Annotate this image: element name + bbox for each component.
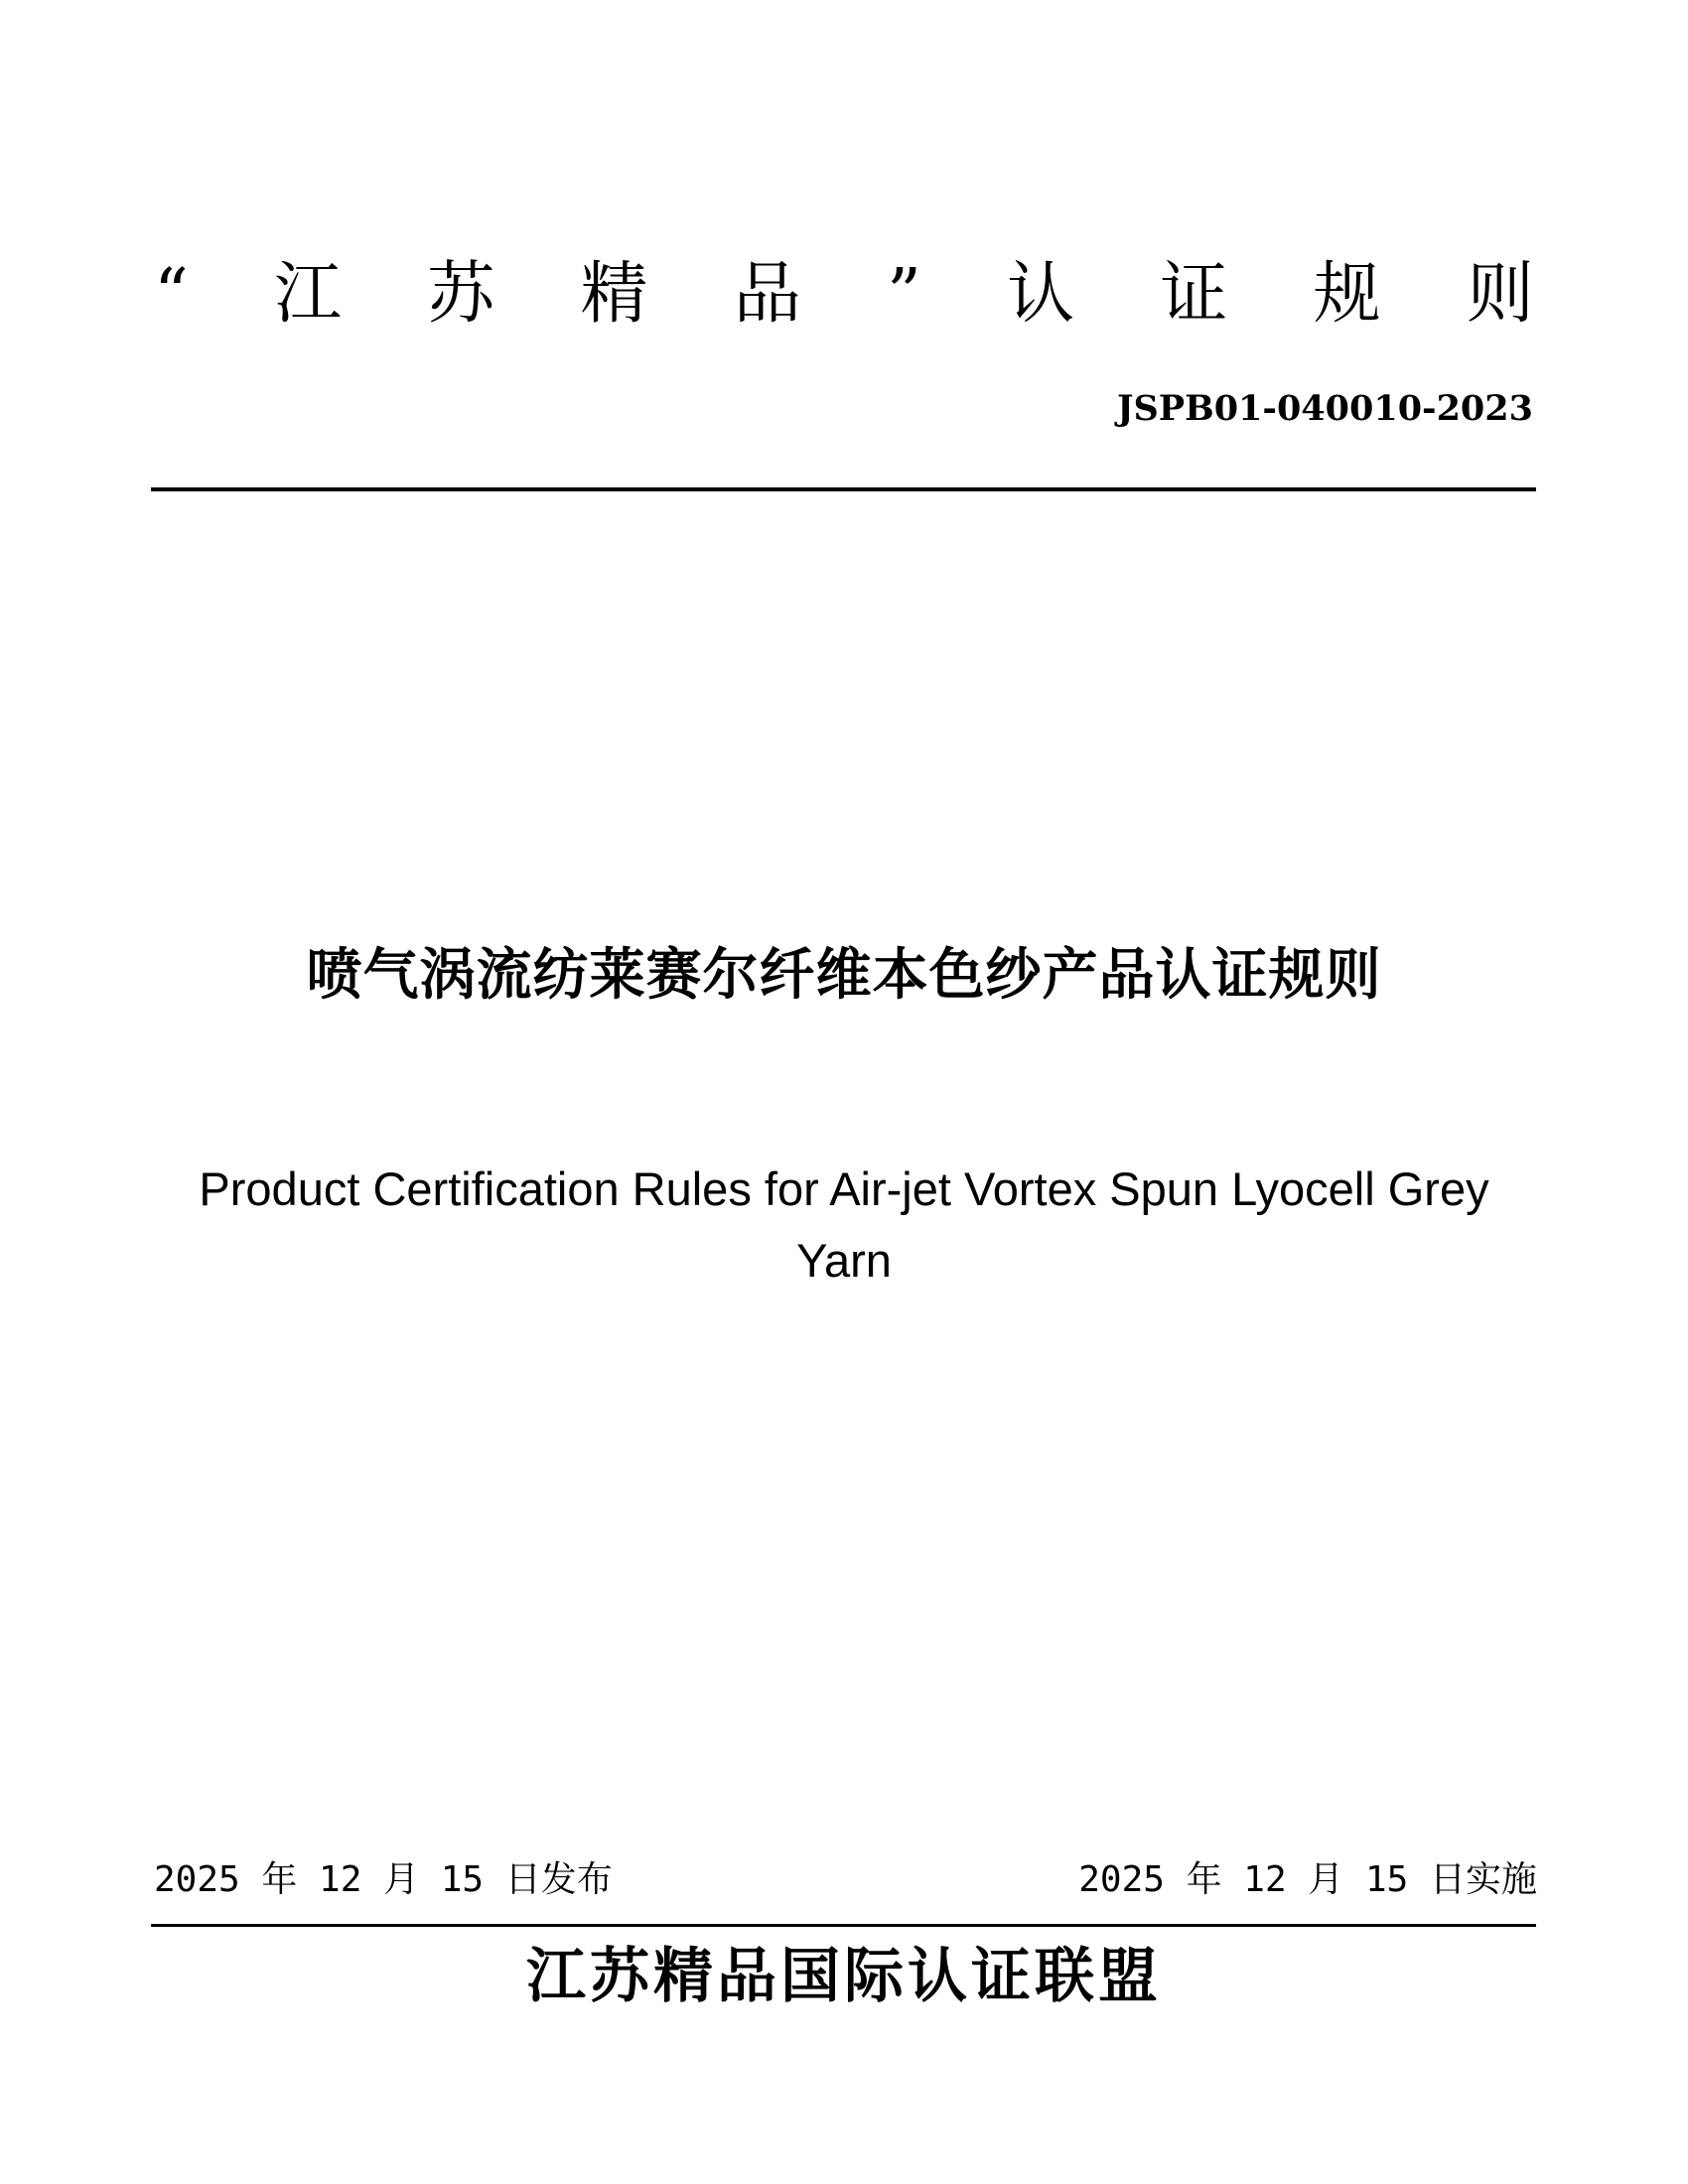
effective-date: 2025 年 12 月 15 日实施 (1078, 1859, 1537, 1900)
top-divider (151, 487, 1536, 491)
header-title-char: “ (154, 255, 189, 334)
header-title-char: 苏 (427, 255, 495, 334)
bottom-divider (151, 1924, 1536, 1927)
header-title-char: ” (887, 255, 921, 334)
header-title (154, 240, 1534, 349)
header-title-char: 精 (580, 255, 648, 334)
publish-date: 2025 年 12 月 15 日发布 (154, 1859, 613, 1900)
header-title-char: 品 (733, 255, 801, 334)
header-title-char: 认 (1007, 255, 1075, 334)
document-code: JSPB01-040010-2023 (1116, 388, 1533, 429)
header-title-char: 则 (1466, 255, 1534, 334)
header-title-char: 证 (1160, 255, 1228, 334)
title-english: Product Certification Rules for Air-jet Vortex Spun Lyocell Grey Yarn (199, 1162, 1489, 1287)
header-title-char: 江 (274, 255, 343, 334)
organization-name: 江苏精品国际认证联盟 (526, 1942, 1162, 2011)
title-chinese: 喷气涡流纺莱赛尔纤维本色纱产品认证规则 (306, 942, 1382, 1008)
header-title-char: 规 (1313, 255, 1381, 334)
